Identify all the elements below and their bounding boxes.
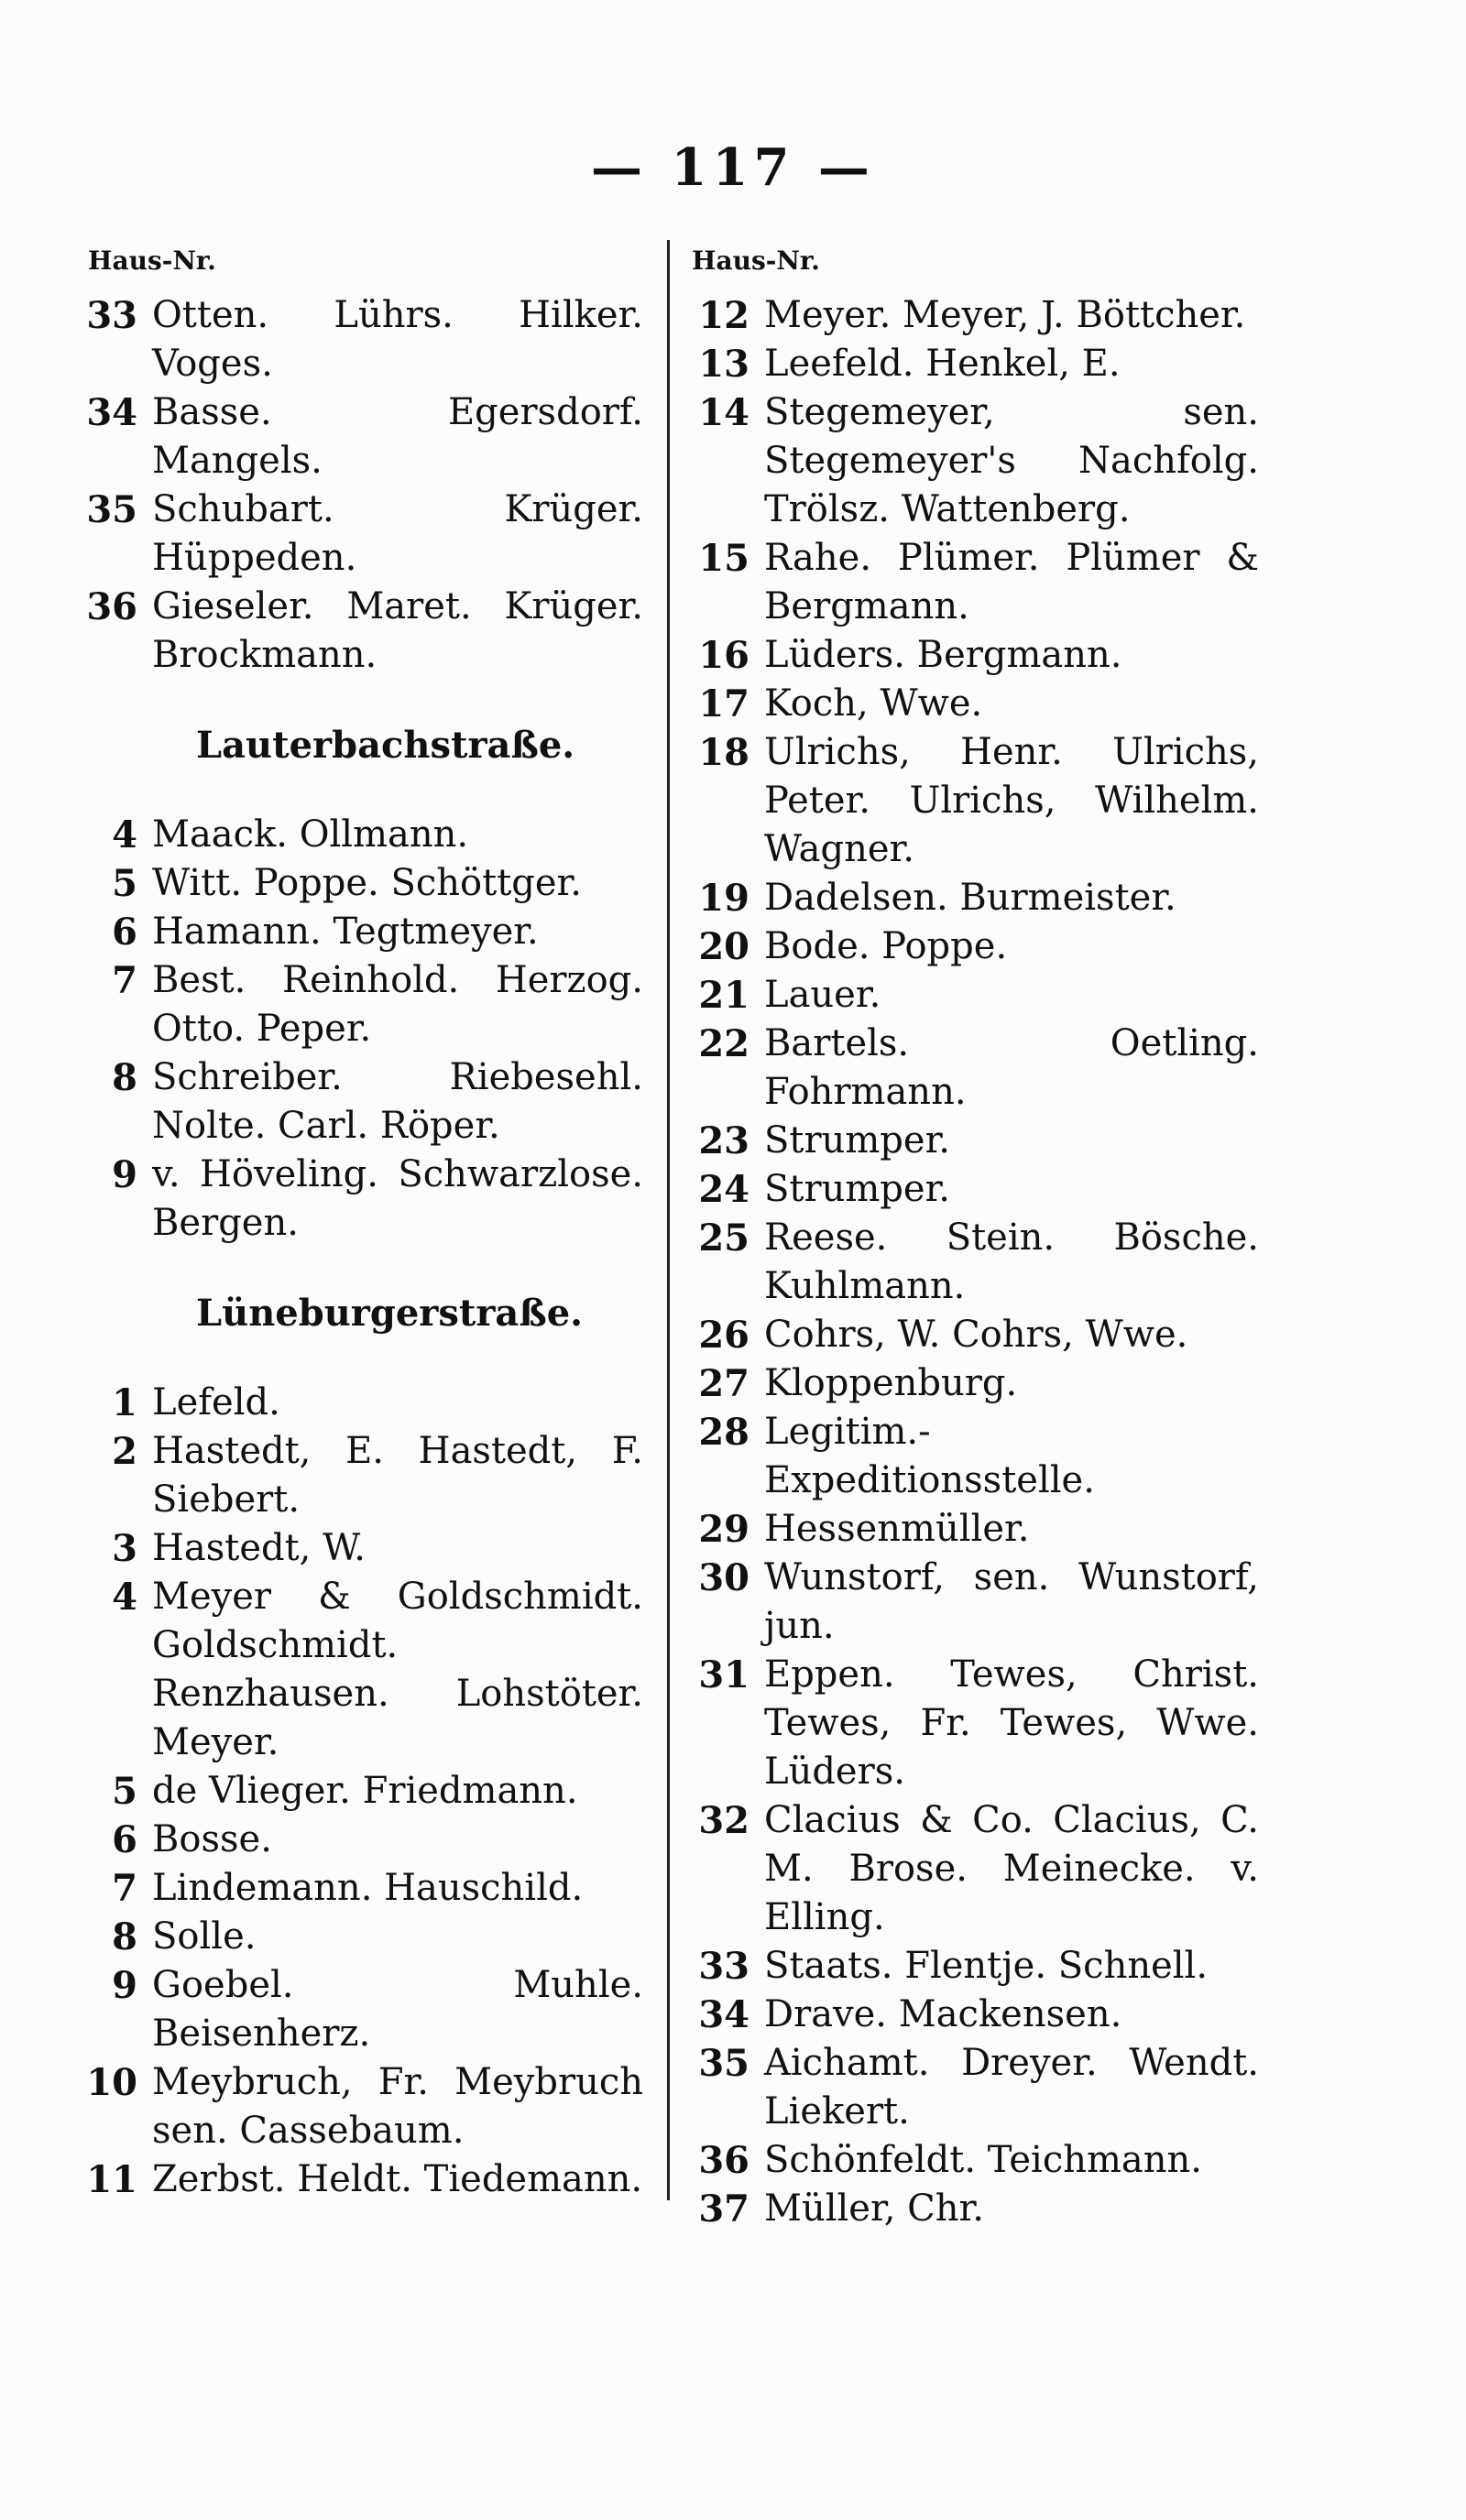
occupant-names: Lauer. xyxy=(764,974,881,1016)
house-number: 6 xyxy=(112,911,137,954)
house-number: 26 xyxy=(698,1314,749,1357)
address-entry xyxy=(84,583,643,680)
address-entry xyxy=(84,908,643,956)
house-number: 4 xyxy=(112,813,137,856)
address-entry xyxy=(689,1942,1259,1991)
house-number: 19 xyxy=(698,877,749,920)
address-entry xyxy=(84,291,643,388)
house-number: 8 xyxy=(112,1056,137,1099)
house-number: 24 xyxy=(698,1168,749,1211)
occupant-names: v. Höveling. Schwarzlose. Bergen. xyxy=(152,1153,643,1244)
house-number: 31 xyxy=(698,1653,749,1696)
address-entry xyxy=(84,1913,643,1961)
address-entry xyxy=(689,1651,1259,1796)
address-entry xyxy=(689,874,1259,922)
address-entry xyxy=(689,2185,1259,2233)
occupant-names: Koch, Wwe. xyxy=(764,682,983,725)
address-entry xyxy=(689,922,1259,971)
house-number: 36 xyxy=(86,585,137,628)
address-entry xyxy=(689,1991,1259,2039)
house-number: 20 xyxy=(698,925,749,968)
house-number: 9 xyxy=(112,1153,137,1196)
occupant-names: Wunstorf, sen. Wunstorf, jun. xyxy=(764,1556,1259,1647)
address-entry xyxy=(84,1816,643,1864)
address-entry xyxy=(689,1408,1259,1505)
house-number: 23 xyxy=(698,1119,749,1162)
occupant-names: Hessenmüller. xyxy=(764,1508,1030,1550)
house-number: 22 xyxy=(698,1022,749,1065)
house-number: 28 xyxy=(698,1411,749,1454)
address-entry xyxy=(84,2058,643,2155)
house-number: 27 xyxy=(698,1362,749,1405)
column-divider xyxy=(667,240,670,2200)
occupant-names: Rahe. Plümer. Plümer & Bergmann. xyxy=(764,537,1259,627)
occupant-names: Hamann. Tegtmeyer. xyxy=(152,911,539,953)
house-number: 4 xyxy=(112,1576,137,1619)
address-entry xyxy=(689,534,1259,631)
occupant-names: Stegemeyer, sen. Stegemeyer's Nachfolg. Trölsz. Wattenberg. xyxy=(764,391,1259,530)
house-number: 15 xyxy=(698,537,749,580)
occupant-names: Clacius & Co. Clacius, C. M. Brose. Meinecke. v. Elling. xyxy=(764,1799,1259,1938)
house-number: 5 xyxy=(112,862,137,905)
house-number: 1 xyxy=(112,1381,137,1424)
occupant-names: Drave. Mackensen. xyxy=(764,1993,1122,2035)
occupant-names: Schubart. Krüger. Hüppeden. xyxy=(152,488,643,579)
address-entry xyxy=(689,1554,1259,1651)
occupant-names: Goebel. Muhle. Beisenherz. xyxy=(152,1964,643,2055)
occupant-names: Aichamt. Dreyer. Wendt. Liekert. xyxy=(764,2042,1259,2133)
occupant-names: Meyer & Goldschmidt. Goldschmidt. Renzhausen. Lohstöter. Meyer. xyxy=(152,1576,643,1763)
address-entry xyxy=(689,680,1259,728)
occupant-names: Cohrs, W. Cohrs, Wwe. xyxy=(764,1314,1188,1356)
address-entry xyxy=(689,728,1259,874)
address-entry xyxy=(689,1214,1259,1311)
address-entry xyxy=(689,631,1259,680)
occupant-names: Solle. xyxy=(152,1915,257,1958)
occupant-names: Ulrichs, Henr. Ulrichs, Peter. Ulrichs, Wilhelm. Wagner. xyxy=(764,731,1259,870)
address-entry xyxy=(689,291,1259,340)
house-number: 14 xyxy=(698,391,749,434)
house-number: 17 xyxy=(698,682,749,725)
occupant-names: Zerbst. Heldt. Tiedemann. xyxy=(152,2158,643,2200)
street-heading: Lauterbachstraße. xyxy=(196,724,575,767)
address-entry xyxy=(689,1117,1259,1165)
house-number: 5 xyxy=(112,1770,137,1813)
address-entry xyxy=(84,1864,643,1913)
address-entry xyxy=(84,956,643,1053)
address-entry xyxy=(689,1311,1259,1359)
address-entry xyxy=(84,1379,643,1427)
house-number: 2 xyxy=(112,1430,137,1473)
house-number: 11 xyxy=(86,2158,137,2201)
house-number: 10 xyxy=(86,2061,137,2104)
occupant-names: Lefeld. xyxy=(152,1381,280,1424)
occupant-names: Staats. Flentje. Schnell. xyxy=(764,1945,1209,1987)
address-entry xyxy=(689,1505,1259,1554)
house-number: 35 xyxy=(698,2042,749,2085)
house-number: 7 xyxy=(112,959,137,1002)
house-number: 8 xyxy=(112,1915,137,1958)
house-number: 33 xyxy=(698,1945,749,1988)
occupant-names: Meyer. Meyer, J. Böttcher. xyxy=(764,294,1246,336)
house-number: 25 xyxy=(698,1216,749,1260)
house-number: 21 xyxy=(698,974,749,1017)
occupant-names: Eppen. Tewes, Christ. Tewes, Fr. Tewes, Wwe. Lüders. xyxy=(764,1653,1259,1793)
occupant-names: Lüders. Bergmann. xyxy=(764,634,1122,676)
address-entry xyxy=(84,388,643,485)
address-entry xyxy=(84,1151,643,1248)
address-entry xyxy=(689,1165,1259,1214)
house-number: 32 xyxy=(698,1799,749,1842)
house-number: 29 xyxy=(698,1508,749,1551)
house-number: 6 xyxy=(112,1818,137,1861)
address-entry xyxy=(84,811,643,859)
occupant-names: Gieseler. Maret. Krüger. Brockmann. xyxy=(152,585,643,676)
right-column xyxy=(689,291,1259,2233)
occupant-names: de Vlieger. Friedmann. xyxy=(152,1770,578,1812)
address-entry xyxy=(689,1020,1259,1117)
occupant-names: Legitim.-Expeditionsstelle. xyxy=(764,1411,1095,1501)
occupant-names: Hastedt, E. Hastedt, F. Siebert. xyxy=(152,1430,643,1521)
occupant-names: Leefeld. Henkel, E. xyxy=(764,343,1121,385)
address-entry xyxy=(689,388,1259,534)
occupant-names: Strumper. xyxy=(764,1168,951,1210)
address-entry xyxy=(84,1053,643,1151)
occupant-names: Strumper. xyxy=(764,1119,951,1162)
house-number: 12 xyxy=(698,294,749,337)
occupant-names: Reese. Stein. Bösche. Kuhlmann. xyxy=(764,1216,1259,1307)
occupant-names: Otten. Lührs. Hilker. Voges. xyxy=(152,294,643,385)
house-number: 9 xyxy=(112,1964,137,2007)
address-entry xyxy=(689,1796,1259,1942)
occupant-names: Witt. Poppe. Schöttger. xyxy=(152,862,582,904)
occupant-names: Basse. Egersdorf. Mangels. xyxy=(152,391,643,482)
house-number: 7 xyxy=(112,1867,137,1910)
house-number: 34 xyxy=(86,391,137,434)
house-number: 33 xyxy=(86,294,137,337)
left-column xyxy=(84,291,643,2204)
house-number: 34 xyxy=(698,1993,749,2036)
house-number: 18 xyxy=(698,731,749,774)
address-entry xyxy=(84,1573,643,1767)
address-entry xyxy=(84,485,643,583)
occupant-names: Meybruch, Fr. Meybruch sen. Cassebaum. xyxy=(152,2061,643,2152)
house-number: 13 xyxy=(698,343,749,386)
page-number: — 117 — xyxy=(591,137,875,198)
address-entry xyxy=(689,2136,1259,2185)
house-number: 16 xyxy=(698,634,749,677)
occupant-names: Bosse. xyxy=(152,1818,272,1860)
house-number: 30 xyxy=(698,1556,749,1599)
occupant-names: Kloppenburg. xyxy=(764,1362,1018,1404)
address-entry xyxy=(689,1359,1259,1408)
house-number: 3 xyxy=(112,1527,137,1570)
occupant-names: Best. Reinhold. Herzog. Otto. Peper. xyxy=(152,959,643,1050)
street-heading: Lüneburgerstraße. xyxy=(196,1292,584,1335)
address-entry xyxy=(84,2155,643,2204)
address-entry xyxy=(84,1524,643,1573)
address-entry xyxy=(689,340,1259,388)
address-entry xyxy=(84,1427,643,1524)
left-column-header: Haus-Nr. xyxy=(88,245,216,276)
occupant-names: Hastedt, W. xyxy=(152,1527,366,1569)
address-entry xyxy=(84,859,643,908)
address-entry xyxy=(84,1767,643,1816)
occupant-names: Müller, Chr. xyxy=(764,2187,984,2230)
occupant-names: Lindemann. Hauschild. xyxy=(152,1867,584,1909)
right-column-header: Haus-Nr. xyxy=(692,245,820,276)
house-number: 35 xyxy=(86,488,137,531)
occupant-names: Bode. Poppe. xyxy=(764,925,1008,967)
house-number: 36 xyxy=(698,2139,749,2182)
house-number: 37 xyxy=(698,2187,749,2231)
occupant-names: Schönfeldt. Teichmann. xyxy=(764,2139,1203,2181)
address-entry xyxy=(689,971,1259,1020)
occupant-names: Maack. Ollmann. xyxy=(152,813,469,856)
address-entry xyxy=(84,1961,643,2058)
occupant-names: Dadelsen. Burmeister. xyxy=(764,877,1176,919)
occupant-names: Bartels. Oetling. Fohrmann. xyxy=(764,1022,1259,1113)
address-entry xyxy=(689,2039,1259,2136)
occupant-names: Schreiber. Riebesehl. Nolte. Carl. Röper. xyxy=(152,1056,643,1147)
